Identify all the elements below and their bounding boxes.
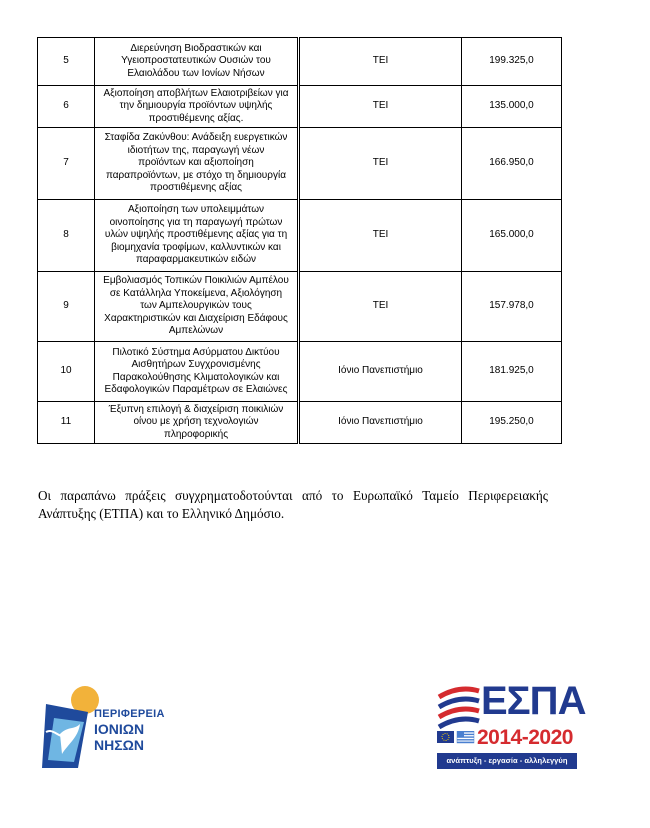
project-title — [95, 128, 299, 200]
project-title — [95, 200, 299, 272]
table-row — [38, 86, 562, 128]
beneficiary: ΤΕΙ — [299, 86, 462, 128]
budget-amount: 135.000,0 — [462, 86, 562, 128]
table-row — [38, 342, 562, 402]
beneficiary: Ιόνιο Πανεπιστήμιο — [299, 342, 462, 402]
table-row — [38, 128, 562, 200]
project-title-line: οίνου με χρήση τεχνολογιών — [133, 416, 259, 428]
row-number: 8 — [38, 200, 95, 272]
project-title-line: προστιθέμενης αξίας. — [148, 112, 244, 124]
project-title-line: σε Κατάλληλα Υποκείμενα, Αξιολόγηση — [109, 287, 283, 299]
project-title-line: Αξιοποίηση αποβλήτων Ελαιοτριβείων για — [103, 87, 289, 99]
budget-amount: 195.250,0 — [462, 402, 562, 444]
budget-amount: 181.925,0 — [462, 342, 562, 402]
table-row — [38, 38, 562, 86]
project-title-line: Σταφίδα Ζακύνθου: Ανάδειξη ευεργετικών — [104, 132, 288, 144]
row-number: 7 — [38, 128, 95, 200]
project-title-line: παραφαρμακευτικών ειδών — [135, 254, 257, 266]
project-title-line: πληροφορικής — [163, 428, 229, 440]
ionian-logo-line1: ΠΕΡΙΦΕΡΕΙΑ — [94, 708, 165, 720]
row-number: 9 — [38, 272, 95, 342]
row-number: 10 — [38, 342, 95, 402]
project-title-line: Εδαφολογικών Παραμέτρων σε Ελαιώνες — [104, 384, 288, 395]
table-row — [38, 200, 562, 272]
funding-note: Οι παραπάνω πράξεις συγχρηματοδοτούνται από το Ευρωπαϊκό Ταμείο Περιφερειακής Ανάπτυξης (ΕΤΠΑ) και το Ελληνικό Δημόσιο. — [38, 488, 548, 522]
table-body — [38, 38, 562, 444]
beneficiary: ΤΕΙ — [299, 38, 462, 86]
project-title-line: Έξυπνη επιλογή & διαχείριση ποικιλιών — [108, 403, 284, 415]
project-title-line: Πιλοτικό Σύστημα Ασύρματου Δικτύου — [112, 346, 280, 358]
row-number: 11 — [38, 402, 95, 444]
budget-amount: 166.950,0 — [462, 128, 562, 200]
beneficiary: Ιόνιο Πανεπιστήμιο — [299, 402, 462, 444]
espa-logo — [437, 679, 586, 771]
project-title-line: Υγειοπροστατευτικών Ουσιών του — [121, 55, 271, 67]
project-title-line: Αμπελώνων — [168, 325, 224, 337]
project-title-line: Διερεύνηση Βιοδραστικών και — [130, 42, 262, 54]
ionian-region-logo — [38, 682, 200, 770]
espa-stripes-icon — [437, 683, 481, 731]
project-title — [95, 38, 299, 86]
eu-greek-flags-icon — [437, 731, 475, 753]
project-title — [95, 402, 299, 444]
row-number: 6 — [38, 86, 95, 128]
project-title-line: Αξιοποίηση των υπολειμμάτων — [128, 204, 264, 216]
espa-years: 2014-2020 — [477, 726, 573, 749]
row-number: 5 — [38, 38, 95, 86]
project-title-line: Εμβολιασμός Τοπικών Ποικιλιών Αμπέλου — [103, 275, 289, 287]
project-title-line: Ελαιολάδου των Ιονίων Νήσων — [127, 67, 265, 79]
project-title-line: οινοποίησης για τη παραγωγή πρώτων — [109, 216, 283, 228]
beneficiary: ΤΕΙ — [299, 272, 462, 342]
project-title — [95, 272, 299, 342]
beneficiary: ΤΕΙ — [299, 200, 462, 272]
budget-amount: 199.325,0 — [462, 38, 562, 86]
project-title-line: Παρακολούθησης Κλιματολογικών και — [112, 371, 280, 383]
project-title-line: Χαρακτηριστικών και Διαχείριση Εδάφους — [104, 312, 288, 324]
project-title-line: των Αμπελουργικών τους — [140, 300, 252, 312]
project-title-line: Αισθητήρων Συγχρονισμένης — [131, 359, 261, 370]
budget-amount: 165.000,0 — [462, 200, 562, 272]
project-title — [95, 86, 299, 128]
project-title-line: την δημιουργία προϊόντων υψηλής — [119, 100, 273, 112]
espa-title: ΕΣΠΑ — [481, 679, 586, 723]
project-title-line: παραπροϊόντων, με στόχο τη δημιουργία — [106, 169, 286, 181]
table-row — [38, 272, 562, 342]
project-title-line: ιδιοτήτων της, παραγωγή νέων — [127, 144, 265, 156]
projects-table — [37, 37, 562, 444]
project-title — [95, 342, 299, 402]
ionian-logo-line3: ΝΗΣΩΝ — [94, 737, 144, 753]
project-title-line: βιομηχανία τροφίμων, καλλυντικών και — [111, 241, 281, 253]
ionian-logo-line2: ΙΟΝΙΩΝ — [94, 721, 145, 737]
beneficiary: ΤΕΙ — [299, 128, 462, 200]
project-title-line: υλών υψηλής προστιθέμενης αξίας για τη — [104, 229, 288, 241]
project-title-line: προστιθέμενης αξίας — [150, 182, 242, 194]
budget-amount: 157.978,0 — [462, 272, 562, 342]
table-row — [38, 402, 562, 444]
project-title-line: προϊόντων και αξιοποίηση — [138, 157, 254, 169]
espa-slogan: ανάπτυξη - εργασία - αλληλεγγύη — [437, 753, 577, 769]
